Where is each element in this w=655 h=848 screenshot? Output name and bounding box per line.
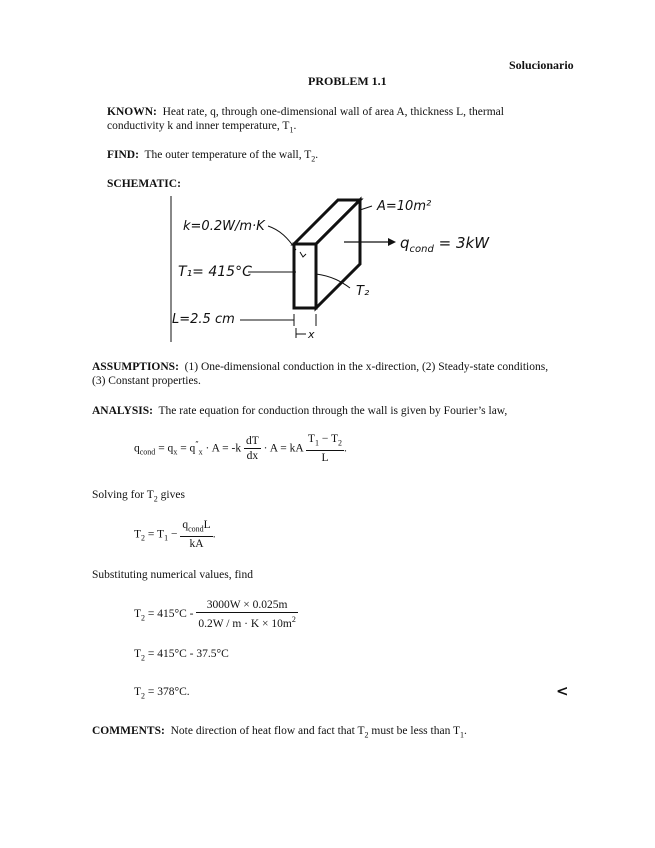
eq3-num: 3000W × 0.025m (196, 598, 297, 613)
eq5-lhs-sub: 2 (141, 691, 146, 701)
wall-front-face (294, 244, 316, 308)
assumptions-line1: (1) One-dimensional conduction in the x-direction, (2) Steady-state conditions, (184, 361, 549, 373)
header-brand: Solucionario (509, 58, 574, 72)
comments-sub-a: 2 (364, 730, 369, 740)
solving-text (92, 488, 185, 506)
equation-fourier (134, 432, 347, 465)
eq1-mid3: · A = -k (202, 442, 242, 455)
eq1-qsub: cond (139, 447, 156, 457)
eq1-dT: dT (245, 435, 259, 448)
assumptions-label: ASSUMPTIONS: (92, 361, 179, 373)
schematic-label: SCHEMATIC: (107, 178, 181, 190)
known-label: KNOWN: (107, 106, 157, 118)
eq2-mid: = T (145, 528, 165, 541)
result-marker: < (556, 682, 569, 700)
comments-text-a: Note direction of heat flow and fact that T (170, 725, 365, 737)
eq5-lhs: T (134, 686, 142, 698)
qcond-symbol: q (400, 234, 410, 252)
equation-intermediate (134, 648, 229, 662)
wall-dot (315, 271, 318, 274)
equation-substitute (134, 598, 298, 631)
equation-solve (134, 518, 216, 551)
eq1-mid2: = q (177, 442, 196, 455)
known-line2 (107, 119, 296, 137)
x-label: x (308, 328, 315, 341)
eq3-den-wrap (196, 613, 297, 631)
solving-sub: 2 (153, 494, 158, 504)
analysis-text: The rate equation for conduction through the wall is given by Fourier’s law, (158, 405, 508, 417)
eq1-derivative (244, 434, 261, 463)
find-section (107, 148, 318, 166)
eq4-lhs-sub: 2 (141, 653, 146, 663)
analysis-section (92, 404, 507, 419)
eq1-q: q (134, 442, 140, 455)
equation-result (134, 686, 190, 700)
eq2-numerator (180, 518, 212, 537)
eq1-denominator: L (321, 452, 329, 465)
eq4-rhs: = 415°C - 37.5°C (145, 648, 229, 660)
t2-label: T₂ (356, 284, 370, 299)
eq1-mid1sub: x (173, 447, 178, 457)
thickness-label: L=2.5 cm (172, 312, 235, 327)
comments-label: COMMENTS: (92, 725, 165, 737)
eq3-lhs-sub: 2 (141, 613, 146, 623)
analysis-label: ANALYSIS: (92, 405, 153, 417)
eq1-mid2sub: x (198, 447, 203, 457)
find-end: . (315, 149, 319, 161)
eq2-lhs-sub: 2 (141, 533, 146, 543)
eq2-op: − (168, 528, 181, 541)
eq2-mid-sub: 1 (164, 533, 169, 543)
eq1-num-op: − T (318, 433, 338, 445)
eq1-num-a: T (307, 433, 315, 445)
assumptions-section (92, 360, 548, 375)
k-leader (268, 226, 296, 250)
find-text: The outer temperature of the wall, T (144, 149, 312, 161)
eq1-mid4: · A = kA (260, 442, 304, 455)
eq2-end: . (212, 528, 216, 541)
qcond-sub: cond (409, 244, 434, 255)
eq3-lhs: T (134, 608, 142, 621)
substituting-text: Substituting numerical values, find (92, 569, 253, 581)
comments-text-c: . (464, 725, 467, 737)
eq3-rhs: = 415°C - (145, 608, 197, 621)
area-leader (360, 206, 372, 210)
t1-label: T₁= 415°C (178, 264, 252, 280)
assumptions-line2: (3) Constant properties. (92, 375, 201, 387)
qcond-label (400, 234, 489, 255)
known-line1: Heat rate, q, through one-dimensional wall of area A, thickness L, thermal (162, 106, 504, 118)
eq3-den: 0.2W / m · K × 10m (198, 617, 292, 630)
k-label: k=0.2W/m·K (183, 219, 265, 234)
solving-b: gives (157, 489, 185, 501)
solving-a: Solving for T (92, 489, 154, 501)
find-label: FIND: (107, 149, 139, 161)
eq2-num-b: L (203, 519, 211, 531)
known-line2-end: . (293, 120, 297, 132)
eq2-num: q (182, 519, 189, 531)
qcond-value: = 3kW (438, 234, 490, 252)
eq1-fraction (306, 432, 344, 465)
eq4-lhs: T (134, 648, 142, 660)
problem-title: PROBLEM 1.1 (308, 74, 387, 88)
comments-text-b: must be less than T (368, 725, 461, 737)
eq3-fraction (196, 598, 297, 631)
eq1-end: . (344, 442, 347, 455)
find-sub: 2 (311, 154, 316, 164)
eq3-den-sup: 2 (291, 615, 296, 624)
eq2-lhs: T (134, 528, 142, 541)
known-section (107, 105, 504, 120)
known-line2-sub: 1 (289, 125, 294, 135)
eq5-rhs: = 378°C. (145, 686, 190, 698)
eq1-num-a-sub: 1 (314, 438, 319, 448)
eq1-mid2sup: ″ (195, 439, 199, 449)
eq2-fraction (180, 518, 212, 551)
eq1-numerator (306, 432, 344, 451)
comments-section (92, 724, 467, 742)
eq1-mid1: = q (155, 442, 174, 455)
eq2-num-sub: cond (188, 524, 204, 534)
comments-sub-b: 1 (460, 730, 465, 740)
eq2-den: kA (189, 538, 204, 551)
eq1-dx: dx (246, 450, 259, 463)
area-label: A=10m² (377, 199, 432, 214)
q-arrow-head (388, 238, 396, 246)
eq1-num-b-sub: 2 (338, 438, 342, 448)
known-line2-text: conductivity k and inner temperature, T (107, 120, 290, 132)
